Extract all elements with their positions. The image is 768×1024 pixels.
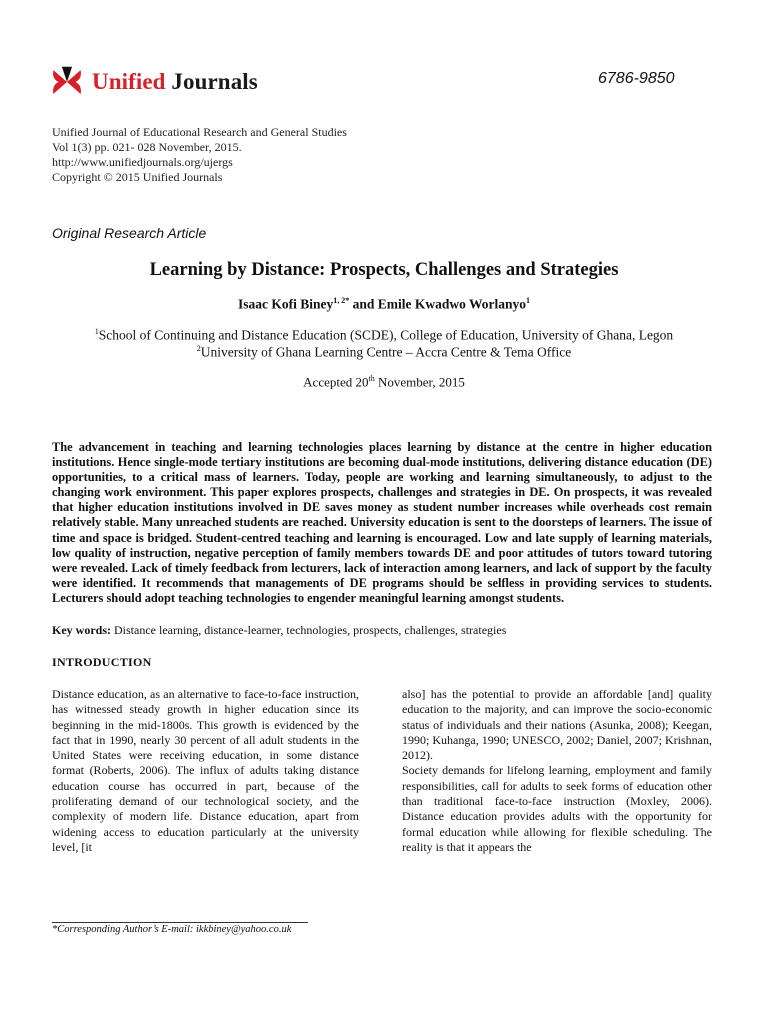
journal-info [52, 125, 347, 185]
affiliation-text: School of Continuing and Distance Education (SCDE), College of Education, University of Ghana, Legon [98, 327, 674, 343]
journal-copyright: Copyright © 2015 Unified Journals [52, 170, 223, 184]
affiliation-text: University of Ghana Learning Centre – Accra Centre & Tema Office [200, 344, 572, 360]
journal-name: Unified Journal of Educational Research and General Studies [52, 125, 347, 139]
abstract: The advancement in teaching and learning technologies places learning by distance at the centre in higher education institutions. Hence single-mode tertiary institutions are becoming dual-mode institutions, delivering distance education (DE) opportunities, to a critical mass of learners. Today, people are working and learning simultaneously, to adjust to the changing work environment. This paper explores prospects, challenges and strategies in DE. On prospects, it was revealed that higher education institutions involved in DE saves money as student number increases while overheads cost remain relatively stable. Many unreached students are reached. University education is sent to the doorsteps of learners. The issue of time and space is bridged. Student-centred teaching and learning is encouraged. Low and late supply of learning materials, low quality of instruction, negative perception of family members towards DE and poor attitudes of tutors toward tutoring were revealed. Lack of timely feedback from lecturers, lack of interaction among learners, and lack of support by the faculty were identified. It recommends that managements of DE programs should be selfless in providing services to students. Lecturers should adopt teaching technologies to engender meaningful learning amongst students. [52, 440, 712, 605]
journal-url[interactable]: http://www.unifiedjournals.org/ujergs [52, 155, 233, 169]
accepted-date-prefix: Accepted 20 [303, 374, 369, 390]
affiliation-1 [0, 327, 768, 344]
logo-brand-word: Unified [92, 69, 166, 94]
accepted-date [0, 374, 768, 390]
corresponding-author-footnote: *Corresponding Author’s E-mail: ikkbiney@yahoo.co.uk [52, 924, 292, 935]
body-column-left: Distance education, as an alternative to face-to-face instruction, has witnessed steady growth in higher education since its beginning in the mid-1800s. This growth is evidenced by the fact that in 1990, nearly 30 percent of all adult students in the United States were receiving education, in some distance format (Roberts, 2006). The influx of adults taking distance education course has occurred in part, because of the proliferating demand of our technological society, and the complexity of modern life. Distance education, apart from widening access to education particularly at the university level, [it [52, 687, 359, 854]
footnote-divider [52, 922, 308, 923]
affiliation-superscript: 2 [196, 344, 201, 353]
unified-journals-logo-icon [50, 65, 84, 99]
keywords-text: Distance learning, distance-learner, technologies, prospects, challenges, strategies [111, 623, 507, 637]
author-name: Emile Kwadwo Worlanyo [377, 296, 527, 312]
author-name: Isaac Kofi Biney [237, 296, 334, 312]
logo-rest-word: Journals [165, 69, 258, 94]
journal-logo [50, 64, 258, 100]
paragraph: Society demands for lifelong learning, employment and family responsibilities, call for adults to seek forms of education other than traditional face-to-face instruction (Moxley, 2006). Distance education provides adults with the opportunity for formal education while allowing for flexible scheduling. The reality is that it appears the [402, 763, 712, 854]
body-column-right [402, 687, 712, 855]
logo-text [92, 69, 258, 95]
journal-volume: Vol 1(3) pp. 021- 028 November, 2015. [52, 140, 242, 154]
keywords [52, 623, 732, 638]
article-title: Learning by Distance: Prospects, Challenges and Strategies [149, 260, 619, 280]
author-superscript: 1 [526, 296, 531, 305]
author-superscript: 1, 2* [333, 296, 350, 305]
keywords-label: Key words: [52, 623, 111, 637]
introduction-heading: INTRODUCTION [52, 655, 152, 669]
article-type: Original Research Article [52, 225, 207, 241]
affiliation-2 [0, 344, 768, 361]
accepted-date-suffix: November, 2015 [374, 374, 465, 390]
authors-conjunction: and [349, 296, 378, 312]
affiliation-superscript: 1 [94, 327, 99, 336]
accepted-date-superscript: th [368, 374, 375, 383]
paragraph: also] has the potential to provide an affordable [and] quality education to the majority, and can improve the socio-economic status of individuals and their nations (Asunka, 2008); Keegan, 1990; Kuhanga, 1990; UNESCO, 2002; Daniel, 2007; Krishnan, 2012). [402, 687, 712, 763]
issn-number: 6786-9850 [598, 70, 675, 87]
authors-line [0, 296, 768, 313]
